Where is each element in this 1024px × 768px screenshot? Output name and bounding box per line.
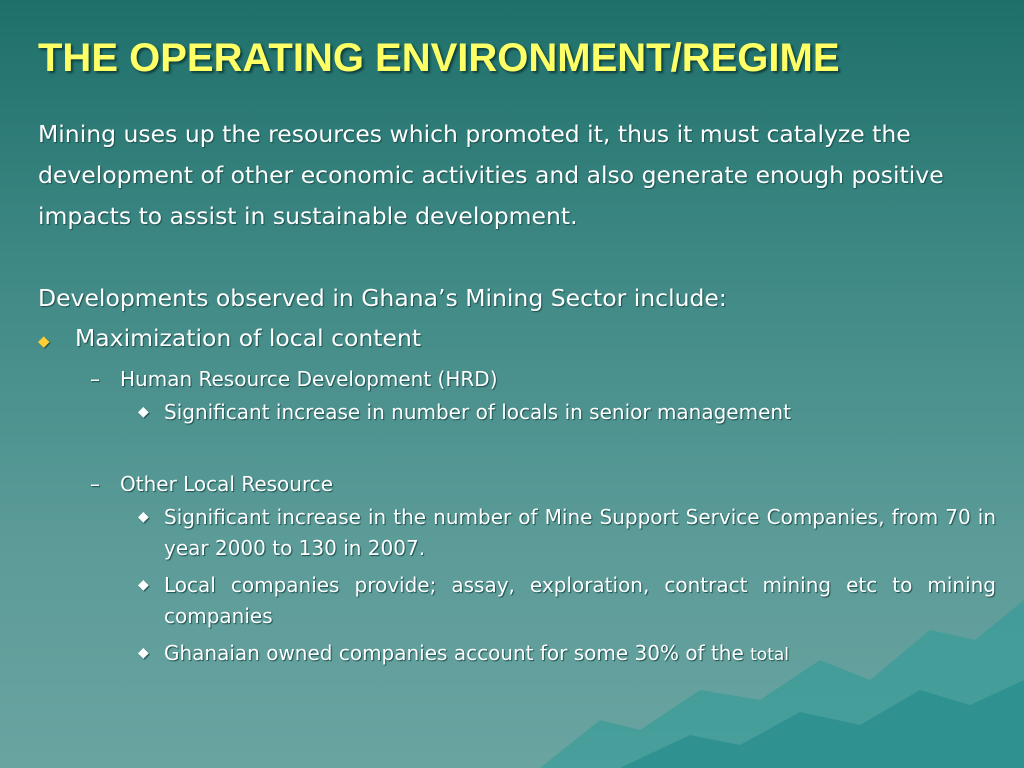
detail-bullet: [38, 570, 998, 632]
slide-body: [38, 114, 998, 677]
detail-text: Local companies provide; assay, exploration, contract mining etc to mining companies: [164, 573, 996, 628]
detail-bullet: [38, 397, 998, 428]
developments-heading: Developments observed in Ghana’s Mining Sector include:: [38, 284, 727, 312]
sub-bullet-hrd: [38, 361, 998, 397]
sub-bullet-label: Human Resource Development (HRD): [120, 367, 498, 391]
detail-bullet: [38, 502, 998, 564]
bullet-local-content: [38, 319, 998, 361]
diamond-bullet-icon: ◆: [138, 509, 149, 525]
detail-text: [164, 638, 996, 671]
sub-bullet-other: [38, 466, 998, 502]
diamond-bullet-icon: ◆: [138, 577, 149, 593]
slide-title: THE OPERATING ENVIRONMENT/REGIME: [38, 36, 840, 80]
diamond-bullet-icon: ◆: [38, 332, 50, 350]
dash-bullet-icon: –: [90, 472, 100, 496]
bullet-text: Maximization of local content: [75, 324, 422, 352]
diamond-bullet-icon: ◆: [138, 404, 149, 420]
detail-bullet: [38, 638, 998, 671]
detail-text: Significant increase in the number of Mine Support Service Companies, from 70 in year 2000 to 130 in 2007.: [164, 505, 996, 560]
intro-paragraph: Mining uses up the resources which promoted it, thus it must catalyze the development of other economic activities and also generate enough positive impacts to assist in sustainable development.: [38, 120, 944, 230]
dash-bullet-icon: –: [90, 367, 100, 391]
diamond-bullet-icon: ◆: [138, 645, 149, 661]
detail-text-tail: total: [750, 645, 790, 665]
detail-text-main: Ghanaian owned companies account for some 30% of the: [164, 641, 744, 665]
detail-text: Significant increase in number of locals in senior management: [164, 400, 791, 424]
sub-bullet-label: Other Local Resource: [120, 472, 334, 496]
